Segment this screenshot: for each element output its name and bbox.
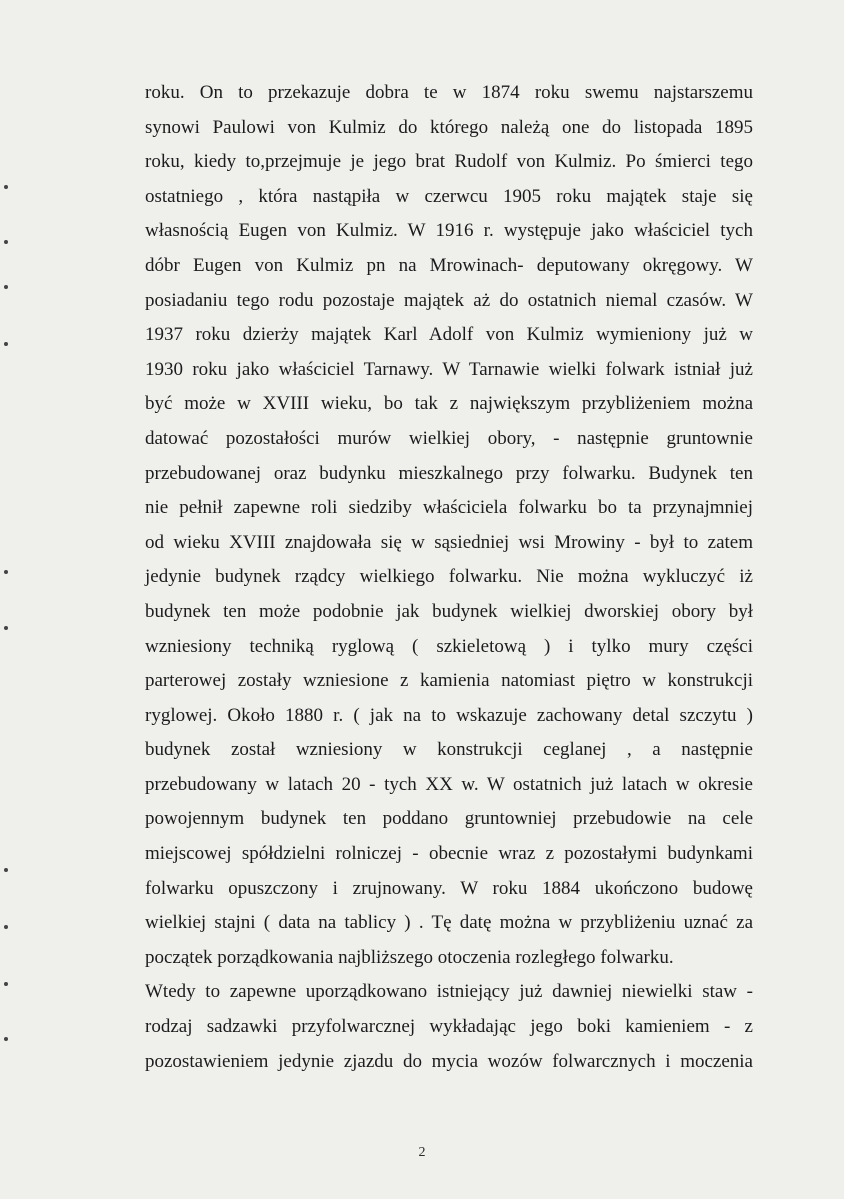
text-line: od wieku XVIII znajdowała się w sąsiedniej wsi Mrowiny - był to zatem	[145, 531, 753, 553]
scan-margin-mark	[4, 570, 8, 574]
text-line: datować pozostałości murów wielkiej obory, - następnie gruntownie	[145, 427, 753, 449]
text-line: przebudowanej oraz budynku mieszkalnego przy folwarku. Budynek ten	[145, 462, 753, 484]
text-line: ryglowej. Około 1880 r. ( jak na to wskazuje zachowany detal szczytu )	[145, 704, 753, 726]
text-line: dóbr Eugen von Kulmiz pn na Mrowinach- deputowany okręgowy. W	[145, 254, 753, 276]
text-line: być może w XVIII wieku, bo tak z największym przybliżeniem można	[145, 393, 753, 415]
text-line: posiadaniu tego rodu pozostaje majątek aż do ostatnich niemal czasów. W	[145, 289, 753, 311]
text-line: roku. On to przekazuje dobra te w 1874 roku swemu najstarszemu	[145, 82, 753, 103]
text-line: powojennym budynek ten poddano gruntowniej przebudowie na cele	[145, 808, 753, 830]
scan-margin-mark	[4, 626, 8, 630]
text-line: wielkiej stajni ( data na tablicy ) . Tę datę można w przybliżeniu uznać za	[145, 912, 753, 934]
scan-margin-mark	[4, 240, 8, 244]
text-line: rodzaj sadzawki przyfolwarcznej wykładając jego boki kamieniem - z	[145, 1016, 753, 1038]
scan-margin-mark	[4, 342, 8, 346]
text-line: 1930 roku jako właściciel Tarnawy. W Tarnawie wielki folwark istniał już	[145, 358, 753, 380]
text-line: 1937 roku dzierży majątek Karl Adolf von Kulmiz wymieniony już w	[145, 324, 753, 346]
text-line: Wtedy to zapewne uporządkowano istniejący już dawniej niewielki staw -	[145, 981, 753, 1003]
text-line: folwarku opuszczony i zrujnowany. W roku 1884 ukończono budowę	[145, 877, 753, 899]
scan-margin-mark	[4, 285, 8, 289]
text-line: budynek ten może podobnie jak budynek wielkiej dworskiej obory był	[145, 600, 753, 622]
scan-margin-mark	[4, 1037, 8, 1041]
scan-margin-mark	[4, 868, 8, 872]
text-line: nie pełnił zapewne roli siedziby właściciela folwarku bo ta przynajmniej	[145, 497, 753, 519]
scan-margin-mark	[4, 925, 8, 929]
text-line: jedynie budynek rządcy wielkiego folwarku. Nie można wykluczyć iż	[145, 566, 753, 588]
text-line: początek porządkowania najbliższego otoczenia rozległego folwarku.	[145, 946, 674, 968]
text-line: miejscowej spółdzielni rolniczej - obecnie wraz z pozostałymi budynkami	[145, 843, 753, 865]
text-line: wzniesiony techniką ryglową ( szkieletową ) i tylko mury części	[145, 635, 753, 657]
text-line: synowi Paulowi von Kulmiz do którego należą one do listopada 1895	[145, 116, 753, 138]
text-line: przebudowany w latach 20 - tych XX w. W ostatnich już latach w okresie	[145, 773, 753, 795]
text-line: ostatniego , która nastąpiła w czerwcu 1905 roku majątek staje się	[145, 185, 753, 207]
scan-margin-mark	[4, 982, 8, 986]
text-line: roku, kiedy to,przejmuje je jego brat Rudolf von Kulmiz. Po śmierci tego	[145, 151, 753, 173]
text-line: budynek został wzniesiony w konstrukcji ceglanej , a następnie	[145, 739, 753, 761]
text-line: własnością Eugen von Kulmiz. W 1916 r. występuje jako właściciel tych	[145, 220, 753, 242]
text-line: parterowej zostały wzniesione z kamienia natomiast piętro w konstrukcji	[145, 670, 753, 692]
body-text	[145, 76, 753, 1079]
text-line: pozostawieniem jedynie zjazdu do mycia wozów folwarcznych i moczenia	[145, 1050, 753, 1072]
scan-margin-mark	[4, 185, 8, 189]
page-number: 2	[418, 1145, 426, 1160]
